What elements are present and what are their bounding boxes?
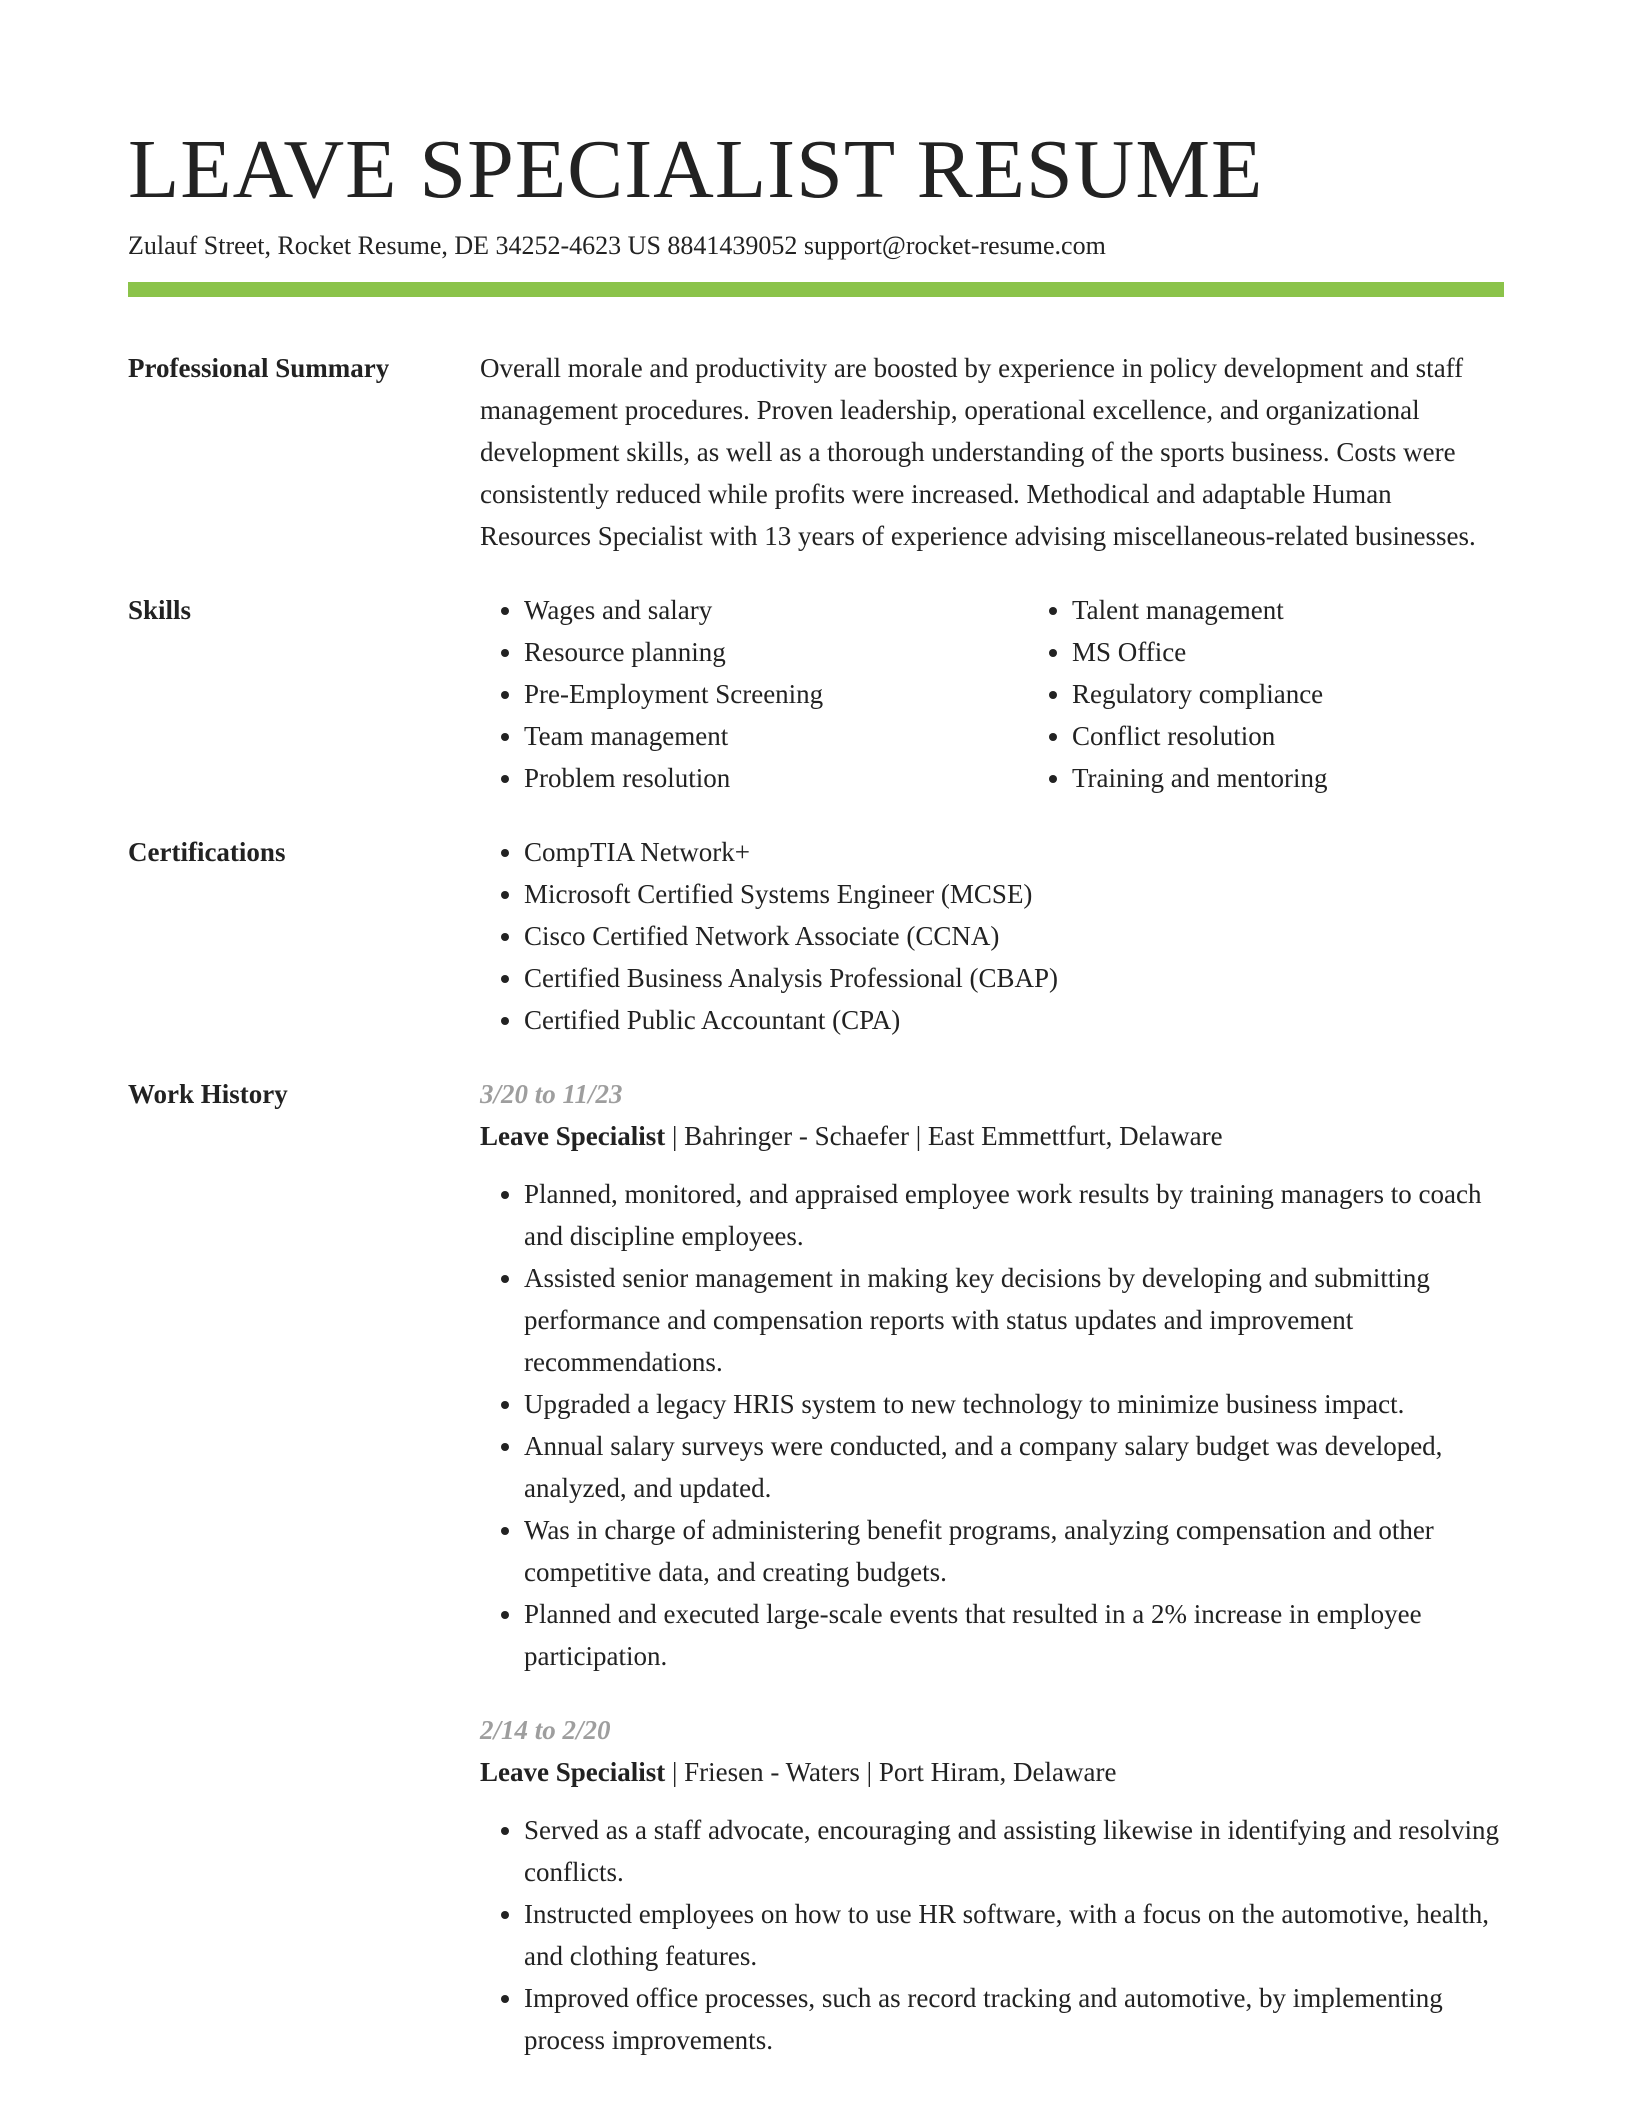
skill-item: • Training and mentoring [1072,757,1576,799]
job-title: Leave Specialist [480,1121,666,1151]
certification-item: • Certified Public Accountant (CPA) [524,999,1504,1041]
summary-text: Overall morale and productivity are boosted by experience in policy development and staff management procedures. Proven leadership, operational excellence, and organizational development skills, as well as a thorough understanding of the sports business. Costs were consistently reduced while profits were increased. Methodical and adaptable Human Resources Specialist with 13 years of experience advising miscellaneous-related businesses. [480,353,1476,551]
summary-section [128,347,1504,557]
skill-item: • Conflict resolution [1072,715,1576,757]
skills-label: Skills [128,595,192,625]
skill-item: • Regulatory compliance [1072,673,1576,715]
skill-item: • Talent management [1072,589,1576,631]
skill-item: • Resource planning [524,631,1028,673]
job-bullet: • Upgraded a legacy HRIS system to new technology to minimize business impact. [524,1383,1504,1425]
skill-item: • MS Office [1072,631,1576,673]
skill-item: • Pre-Employment Screening [524,673,1028,715]
job-bullet: • Was in charge of administering benefit programs, analyzing compensation and other competitive data, and creating budgets. [524,1509,1504,1593]
job-role-line [480,1115,1504,1157]
job-bullets [480,1809,1504,2061]
job-role-line [480,1751,1504,1793]
header-divider [128,282,1504,297]
work-history-label: Work History [128,1079,288,1109]
certifications-section [128,831,1504,1041]
resume-page [128,120,1504,2061]
skills-column-2 [1028,589,1576,799]
job-entry [480,1073,1504,1677]
job-bullet: • Annual salary surveys were conducted, and a company salary budget was developed, analyzed, and updated. [524,1425,1504,1509]
certification-item: • Certified Business Analysis Professional (CBAP) [524,957,1504,999]
contact-line: Zulauf Street, Rocket Resume, DE 34252-4623 US 8841439052 support@rocket-resume.com [128,231,1106,260]
certification-item: • CompTIA Network+ [524,831,1504,873]
job-dates: 2/14 to 2/20 [480,1715,611,1745]
job-title: Leave Specialist [480,1757,666,1787]
job-employer-location: | Bahringer - Schaefer | East Emmettfurt, Delaware [665,1121,1223,1151]
job-bullet: • Assisted senior management in making key decisions by developing and submitting performance and compensation reports with status updates and improvement recommendations. [524,1257,1504,1383]
work-history-section [128,1073,1504,2061]
job-bullet: • Planned, monitored, and appraised employee work results by training managers to coach and discipline employees. [524,1173,1504,1257]
skill-item: • Wages and salary [524,589,1028,631]
skills-section [128,589,1504,799]
certifications-label: Certifications [128,837,286,867]
skill-item: • Problem resolution [524,757,1028,799]
skills-grid [480,589,1576,799]
job-employer-location: | Friesen - Waters | Port Hiram, Delaware [665,1757,1117,1787]
certification-item: • Cisco Certified Network Associate (CCNA) [524,915,1504,957]
skill-item: • Team management [524,715,1028,757]
job-bullet: • Planned and executed large-scale events that resulted in a 2% increase in employee participation. [524,1593,1504,1677]
job-bullet: • Served as a staff advocate, encouraging and assisting likewise in identifying and resolving conflicts. [524,1809,1504,1893]
job-bullet: • Improved office processes, such as record tracking and automotive, by implementing process improvements. [524,1977,1504,2061]
job-bullet: • Instructed employees on how to use HR software, with a focus on the automotive, health, and clothing features. [524,1893,1504,1977]
skills-column-1 [480,589,1028,799]
job-entry [480,1709,1504,2061]
resume-title: LEAVE SPECIALIST RESUME [128,123,1264,216]
job-dates: 3/20 to 11/23 [480,1079,623,1109]
summary-label: Professional Summary [128,353,390,383]
job-bullets [480,1173,1504,1677]
certifications-list [480,831,1504,1041]
certification-item: • Microsoft Certified Systems Engineer (MCSE) [524,873,1504,915]
